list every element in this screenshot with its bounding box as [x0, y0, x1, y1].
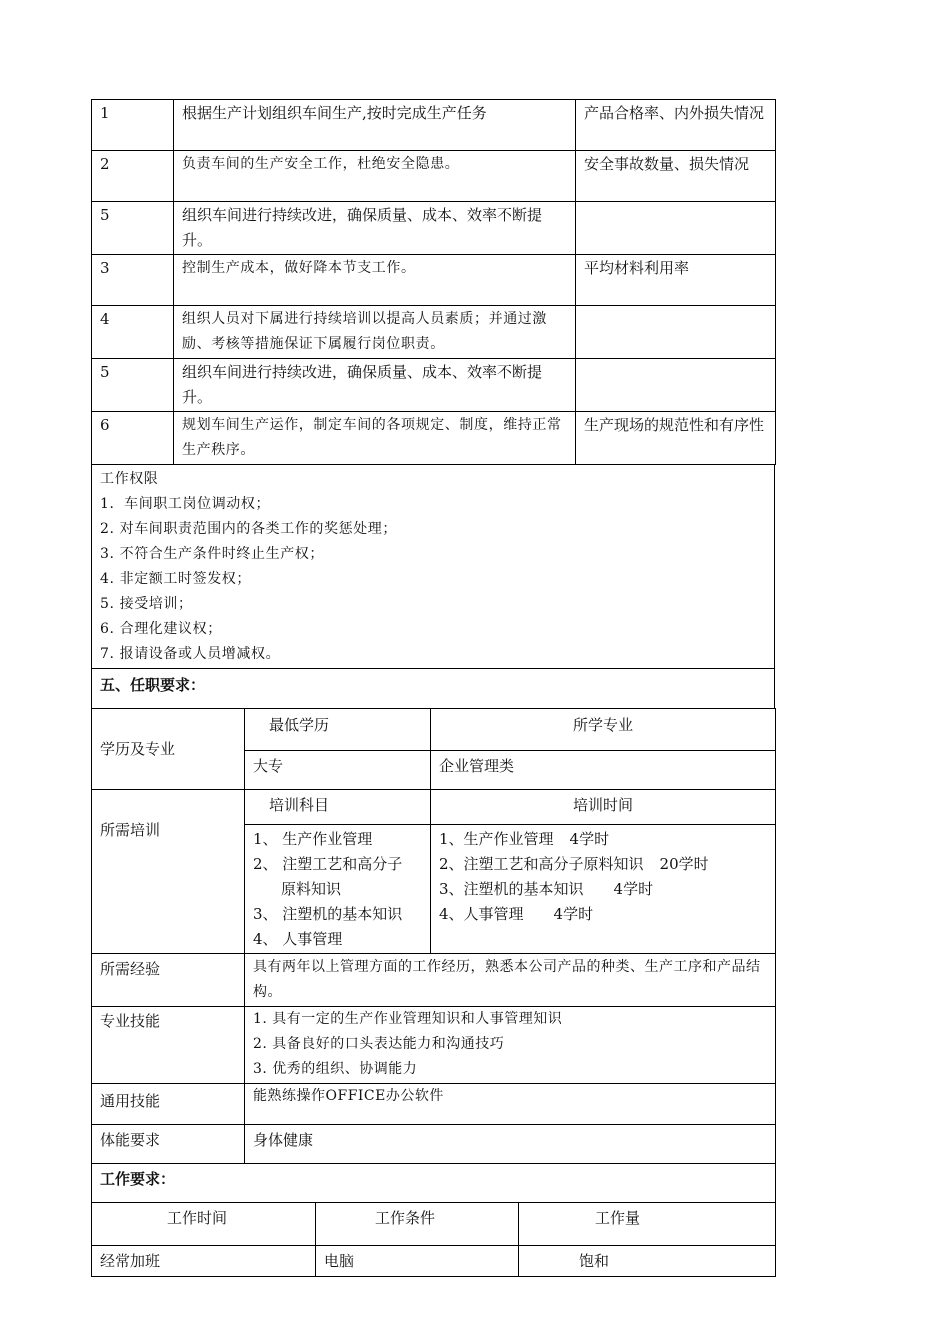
table-row	[92, 306, 776, 359]
training-subject: 4、 人事管理	[253, 930, 343, 948]
duty-no: 2	[92, 151, 174, 202]
training-time-item	[439, 852, 767, 877]
duty-text: 规划车间生产运作，制定车间的各项规定、制度，维持正常生产秩序。	[174, 412, 576, 465]
authority-item: 5. 接受培训；	[100, 596, 193, 612]
experience-label: 所需经验	[92, 954, 245, 1007]
duty-no: 4	[92, 306, 174, 359]
training-subject-header: 培训科目	[245, 790, 431, 825]
skill-item: 1. 具有一定的生产作业管理知识和人事管理知识	[253, 1011, 563, 1027]
training-time-header: 培训时间	[431, 790, 776, 825]
skill-item: 2. 具备良好的口头表达能力和沟通技巧	[253, 1036, 505, 1052]
table-row	[92, 669, 775, 709]
table-row	[92, 412, 776, 465]
training-time-item	[439, 827, 767, 852]
table-row	[92, 1164, 776, 1203]
table-row	[92, 1125, 776, 1164]
duty-no: 5	[92, 359, 174, 412]
table-row	[92, 1246, 776, 1277]
table-row	[92, 1203, 776, 1246]
table-row	[92, 1084, 776, 1125]
experience-value: 具有两年以上管理方面的工作经历，熟悉本公司产品的种类、生产工序和产品结构。	[245, 954, 776, 1007]
training-subject: 2、 注塑工艺和高分子	[253, 855, 403, 873]
training-hours: 20学时	[659, 855, 709, 873]
authority-item: 6. 合理化建议权；	[100, 621, 222, 637]
education-label: 学历及专业	[92, 709, 245, 790]
document-page	[91, 99, 775, 1277]
skills-label: 专业技能	[92, 1007, 245, 1084]
duty-metric: 生产现场的规范性和有序性	[576, 412, 776, 465]
skill-item: 3. 优秀的组织、协调能力	[253, 1061, 418, 1077]
work-header: 工作量	[519, 1203, 776, 1246]
training-hours: 4学时	[569, 830, 610, 848]
duty-no: 1	[92, 100, 174, 151]
authority-item: 4. 非定额工时签发权；	[100, 571, 252, 587]
work-table	[91, 1202, 776, 1277]
table-row	[92, 202, 776, 255]
duty-no: 3	[92, 255, 174, 306]
training-name: 4、人事管理	[439, 905, 524, 923]
training-subjects-cell	[245, 825, 431, 954]
authority-item: 1．车间职工岗位调动权；	[100, 496, 271, 512]
general-label: 通用技能	[92, 1084, 245, 1125]
work-value: 电脑	[316, 1246, 519, 1277]
authority-table	[91, 464, 775, 709]
training-times-cell	[431, 825, 776, 954]
duty-text: 控制生产成本，做好降本节支工作。	[174, 255, 576, 306]
table-row	[92, 1007, 776, 1084]
work-value: 饱和	[519, 1246, 776, 1277]
authority-cell	[92, 465, 775, 669]
duty-text: 组织车间进行持续改进，确保质量、成本、效率不断提升。	[174, 359, 576, 412]
table-row	[92, 790, 776, 825]
authority-title: 工作权限	[100, 471, 159, 487]
table-row	[92, 151, 776, 202]
table-row	[92, 954, 776, 1007]
physical-label: 体能要求	[92, 1125, 245, 1164]
training-subject: 原料知识	[281, 880, 342, 898]
duty-metric: 平均材料利用率	[576, 255, 776, 306]
major-value: 企业管理类	[431, 751, 776, 790]
major-header: 所学专业	[431, 709, 776, 751]
requirements-table	[91, 708, 776, 1203]
min-edu-header: 最低学历	[245, 709, 431, 751]
training-name: 3、注塑机的基本知识	[439, 880, 584, 898]
work-header: 工作时间	[92, 1203, 316, 1246]
training-label: 所需培训	[92, 790, 245, 954]
skills-cell	[245, 1007, 776, 1084]
training-name: 2、注塑工艺和高分子原料知识	[439, 855, 644, 873]
table-row	[92, 465, 775, 669]
training-subject: 3、 注塑机的基本知识	[253, 905, 403, 923]
work-title: 工作要求：	[92, 1164, 776, 1203]
training-hours: 4学时	[613, 880, 654, 898]
training-name: 1、生产作业管理	[439, 830, 554, 848]
table-row	[92, 100, 776, 151]
duty-no: 6	[92, 412, 174, 465]
training-hours: 4学时	[553, 905, 594, 923]
work-header: 工作条件	[316, 1203, 519, 1246]
training-time-item	[439, 877, 767, 902]
table-row	[92, 709, 776, 751]
duty-metric	[576, 359, 776, 412]
duty-text: 组织车间进行持续改进，确保质量、成本、效率不断提升。	[174, 202, 576, 255]
authority-item: 2. 对车间职责范围内的各类工作的奖惩处理；	[100, 521, 398, 537]
min-edu-value: 大专	[245, 751, 431, 790]
section-title: 五、任职要求：	[92, 669, 775, 709]
duty-text: 根据生产计划组织车间生产,按时完成生产任务	[174, 100, 576, 151]
duty-metric: 产品合格率、内外损失情况	[576, 100, 776, 151]
duty-text: 组织人员对下属进行持续培训以提高人员素质；并通过激励、考核等措施保证下属履行岗位职责。	[174, 306, 576, 359]
duty-metric	[576, 306, 776, 359]
duty-metric	[576, 202, 776, 255]
work-value: 经常加班	[92, 1246, 316, 1277]
duty-metric: 安全事故数量、损失情况	[576, 151, 776, 202]
authority-item: 7. 报请设备或人员增减权。	[100, 646, 281, 662]
duty-text: 负责车间的生产安全工作，杜绝安全隐患。	[174, 151, 576, 202]
authority-item: 3. 不符合生产条件时终止生产权；	[100, 546, 325, 562]
training-time-item	[439, 902, 767, 927]
table-row	[92, 359, 776, 412]
training-subject: 1、 生产作业管理	[253, 830, 373, 848]
table-row	[92, 255, 776, 306]
physical-value: 身体健康	[245, 1125, 776, 1164]
duties-table	[91, 99, 776, 465]
general-value: 能熟练操作OFFICE办公软件	[245, 1084, 776, 1125]
duty-no: 5	[92, 202, 174, 255]
